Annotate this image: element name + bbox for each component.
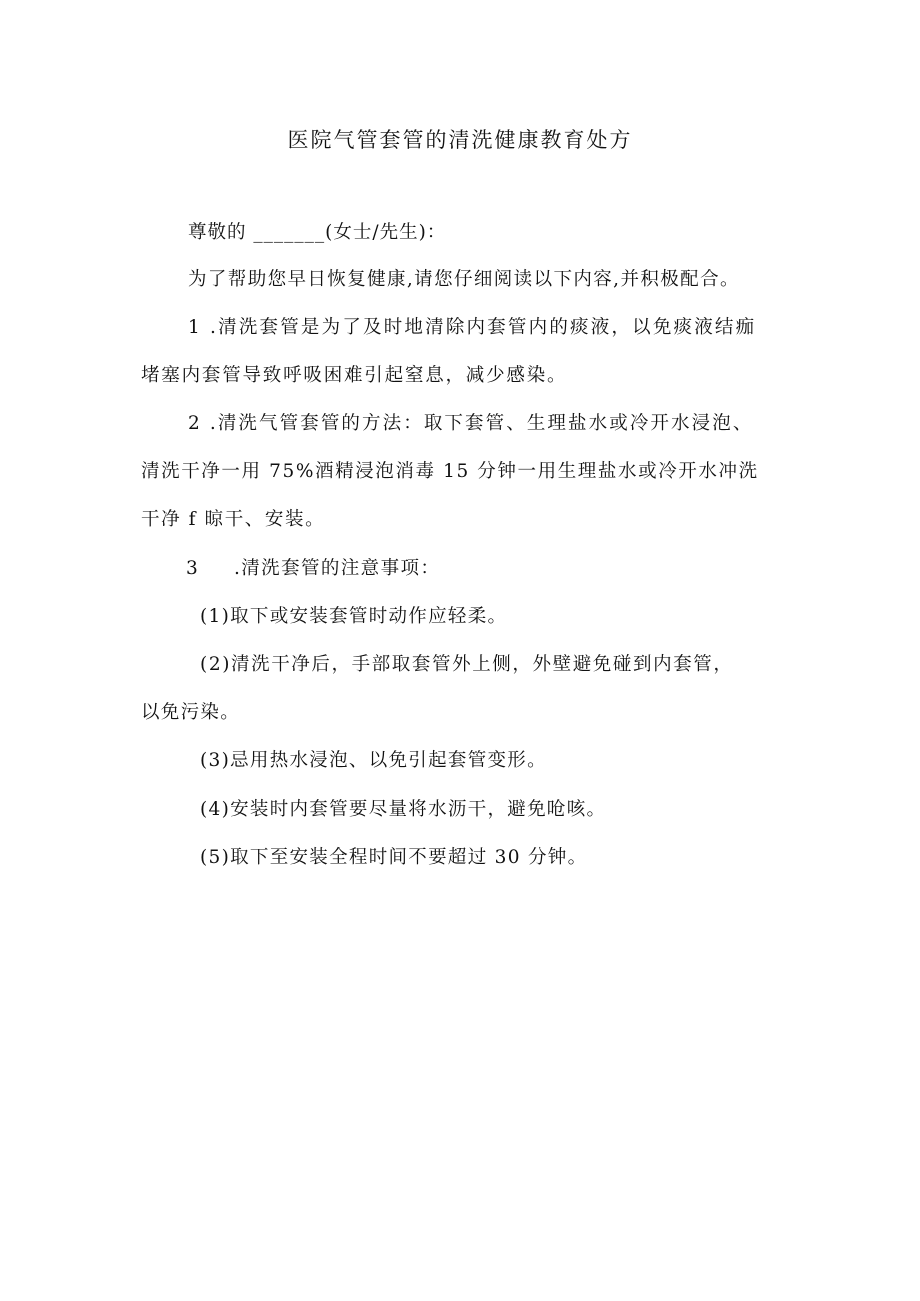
note-5: (5)取下至安装全程时间不要超过 30 分钟。 bbox=[200, 847, 588, 868]
salutation: 尊敬的 _______(女士/先生)： bbox=[188, 222, 447, 243]
paragraph-2-line-1: 2 .清洗气管套管的方法：取下套管、生理盐水或冷开水浸泡、 bbox=[188, 413, 754, 434]
paragraph-2-line-2: 清洗干净一用 75%酒精浸泡消毒 15 分钟一用生理盐水或冷开水冲洗 bbox=[141, 461, 759, 482]
document-title: 医院气管套管的清洗健康教育处方 bbox=[287, 128, 633, 152]
paragraph-3-text: .清洗套管的注意事项： bbox=[234, 558, 441, 579]
note-2-line-1: (2)清洗干净后，手部取套管外上侧，外壁避免碰到内套管， bbox=[200, 654, 734, 675]
note-1: (1)取下或安装套管时动作应轻柔。 bbox=[200, 606, 508, 627]
note-3: (3)忌用热水浸泡、以免引起套管变形。 bbox=[200, 750, 547, 771]
note-4: (4)安装时内套管要尽量将水沥干，避免呛咳。 bbox=[200, 799, 607, 820]
intro-text: 为了帮助您早日恢复健康,请您仔细阅读以下内容,并积极配合。 bbox=[188, 269, 740, 290]
paragraph-3-number: 3 bbox=[186, 558, 200, 579]
note-2-line-2: 以免污染。 bbox=[141, 702, 241, 723]
paragraph-2-line-3: 干净 f 晾干、安装。 bbox=[141, 509, 326, 530]
paragraph-1-line-1: 1 .清洗套管是为了及时地清除内套管内的痰液，以免痰液结痂 bbox=[188, 317, 757, 338]
paragraph-3-heading bbox=[186, 554, 440, 584]
paragraph-1-line-2: 堵塞内套管导致呼吸困难引起窒息，减少感染。 bbox=[141, 365, 568, 386]
